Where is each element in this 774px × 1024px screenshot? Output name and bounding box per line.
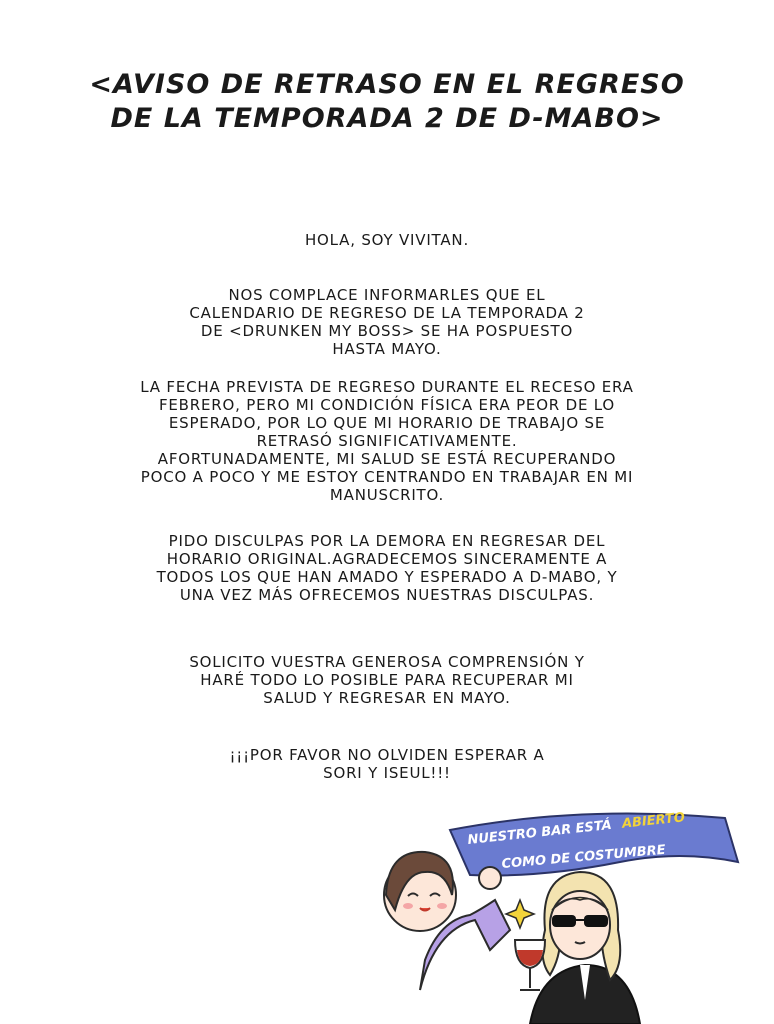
title-line: <AVISO DE RETRASO EN EL REGRESO [89,69,685,100]
text-line: TODOS LOS QUE HAN AMADO Y ESPERADO A D-MABO, Y [156,568,618,586]
text-line: SALUD Y REGRESAR EN MAYO. [263,689,511,707]
bar-open-illustration [380,800,760,1024]
text-line: HORARIO ORIGINAL.AGRADECEMOS SINCERAMENTE A [166,550,608,568]
text-line: HASTA MAYO. [332,340,442,358]
text-line: UNA VEZ MÁS OFRECEMOS NUESTRAS DISCULPAS. [179,586,595,604]
banner-highlight-word: ABIERTO [621,810,686,832]
text-line: NOS COMPLACE INFORMARLES QUE EL [228,286,546,304]
text-line: MANUSCRITO. [329,486,445,504]
text-line: AFORTUNADAMENTE, MI SALUD SE ESTÁ RECUPERANDO [157,450,617,468]
text-line: ¡¡¡POR FAVOR NO OLVIDEN ESPERAR A [229,746,545,764]
text-line: DE <DRUNKEN MY BOSS> SE HA POSPUESTO [200,322,574,340]
text-line: LA FECHA PREVISTA DE REGRESO DURANTE EL RECESO ERA [140,378,634,396]
greeting-text [180,231,594,249]
paragraph-closing [190,746,584,782]
text-line: SORI Y ISEUL!!! [323,764,451,782]
banner-line1-prefix: NUESTRO BAR ESTÁ [466,817,613,848]
sparkle-icon [506,900,534,928]
wine-glass-icon [515,940,545,990]
character-left [384,852,510,990]
greeting-line: HOLA, SOY VIVITAN. [304,231,470,249]
notice-title [60,68,714,136]
text-line: HARÉ TODO LO POSIBLE PARA RECUPERAR MI [200,671,574,689]
text-line: FEBRERO, PERO MI CONDICIÓN FÍSICA ERA PEOR DE LO [158,396,616,414]
text-line: PIDO DISCULPAS POR LA DEMORA EN REGRESAR DEL [168,532,606,550]
text-line: POCO A POCO Y ME ESTOY CENTRANDO EN TRABAJAR EN MI [140,468,634,486]
text-line: RETRASÓ SIGNIFICATIVAMENTE. [256,432,518,450]
paragraph-health [80,378,694,504]
paragraph-apology [90,532,684,604]
character-right [506,872,640,1024]
banner-line2: COMO DE COSTUMBRE [501,842,667,872]
paragraph-postponement [150,286,624,358]
paragraph-understanding [150,653,624,707]
text-line: ESPERADO, POR LO QUE MI HORARIO DE TRABAJO SE [168,414,606,432]
banner-flag [450,809,738,875]
text-line: CALENDARIO DE REGRESO DE LA TEMPORADA 2 [189,304,585,322]
title-line: DE LA TEMPORADA 2 DE D-MABO> [110,103,664,134]
text-line: SOLICITO VUESTRA GENEROSA COMPRENSIÓN Y [189,653,585,671]
